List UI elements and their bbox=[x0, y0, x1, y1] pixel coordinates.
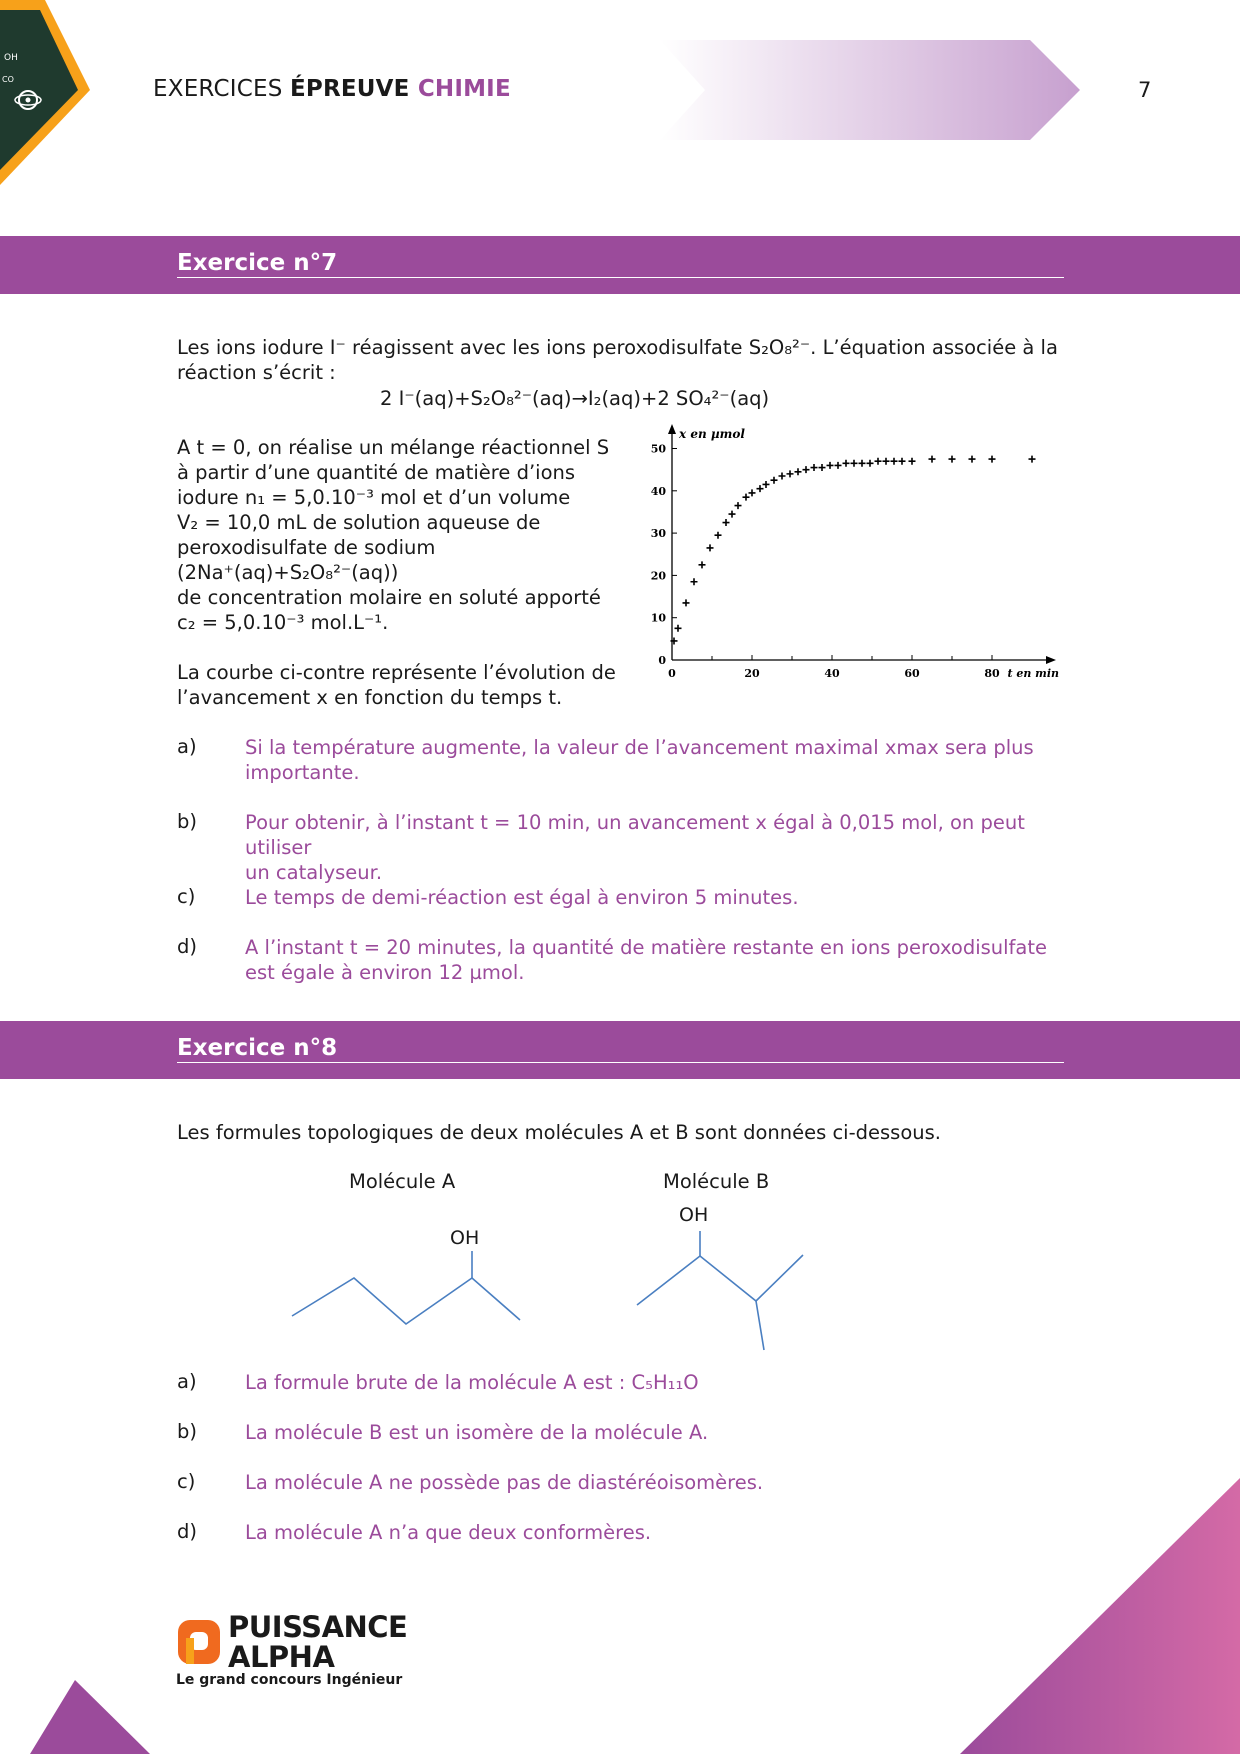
x-tick-label: 80 bbox=[984, 667, 1000, 680]
curve-line: l’avancement x en fonction du temps t. bbox=[177, 686, 563, 709]
y-tick-label: 40 bbox=[650, 484, 666, 498]
svg-text:CO: CO bbox=[2, 75, 14, 84]
data-point bbox=[883, 458, 890, 465]
exercise7-intro-line2: réaction s’écrit : bbox=[177, 361, 336, 384]
question-d bbox=[177, 935, 1064, 985]
header-title bbox=[153, 76, 511, 102]
question-a bbox=[177, 735, 1064, 810]
data-point bbox=[803, 466, 810, 473]
question-text: Le temps de demi-réaction est égal à environ 5 minutes. bbox=[245, 886, 799, 909]
logo-text bbox=[228, 1612, 407, 1672]
x-axis-arrow bbox=[1046, 656, 1056, 664]
x-tick-label: 20 bbox=[744, 667, 760, 680]
question-c bbox=[177, 885, 1064, 935]
exercise7-equation: 2 I⁻(aq)+S₂O₈²⁻(aq)→I₂(aq)+2 SO₄²⁻(aq) bbox=[380, 387, 770, 410]
para-line: iodure n₁ = 5,0.10⁻³ mol et d’un volume bbox=[177, 486, 571, 509]
data-point bbox=[875, 458, 882, 465]
molecule-a-caption: Molécule A bbox=[349, 1170, 456, 1193]
molecule-b-diagram bbox=[620, 1195, 820, 1355]
para-line: V₂ = 10,0 mL de solution aqueuse de bbox=[177, 511, 541, 534]
logo-tagline: Le grand concours Ingénieur bbox=[176, 1672, 403, 1688]
para-line: A t = 0, on réalise un mélange réactionnel S bbox=[177, 436, 610, 459]
para-line: à partir d’une quantité de matière d’ions bbox=[177, 461, 576, 484]
question-label: d) bbox=[177, 1520, 197, 1543]
data-point bbox=[969, 456, 976, 463]
data-point bbox=[743, 494, 750, 501]
exercise7-intro-line1: Les ions iodure I⁻ réagissent avec les ions peroxodisulfate S₂O₈²⁻. L’équation associée à la bbox=[177, 336, 1058, 359]
exercise8-intro: Les formules topologiques de deux molécules A et B sont données ci-dessous. bbox=[177, 1121, 941, 1144]
y-tick-label: 20 bbox=[650, 569, 666, 583]
data-point bbox=[691, 578, 698, 585]
y-tick-label: 0 bbox=[658, 654, 666, 667]
data-point bbox=[811, 464, 818, 471]
question-b bbox=[177, 810, 1064, 885]
data-point bbox=[949, 456, 956, 463]
exercise7-band bbox=[0, 236, 1240, 294]
para-line: peroxodisulfate de sodium (2Na⁺(aq)+S₂O₈²⁻(aq)) bbox=[177, 536, 436, 584]
y-axis-label: x en µmol bbox=[679, 427, 745, 441]
molecule-b-oh-label: OH bbox=[679, 1204, 709, 1226]
avancement-chart bbox=[640, 420, 1070, 685]
data-point bbox=[715, 532, 722, 539]
question-label: c) bbox=[177, 1470, 196, 1493]
data-point bbox=[763, 481, 770, 488]
exercise7-title: Exercice n°7 bbox=[177, 250, 1064, 278]
data-point bbox=[867, 460, 874, 467]
y-tick-label: 50 bbox=[650, 442, 666, 456]
header-title-part1: EXERCICES bbox=[153, 76, 291, 102]
exercise7-intro bbox=[177, 335, 1064, 385]
data-point bbox=[729, 511, 736, 518]
logo-icon bbox=[176, 1616, 224, 1668]
data-point bbox=[795, 468, 802, 475]
question-label: a) bbox=[177, 1370, 197, 1393]
data-point bbox=[723, 519, 730, 526]
x-tick-label: 40 bbox=[824, 667, 840, 680]
question-text: A l’instant t = 20 minutes, la quantité de matière restante en ions peroxodisulfate bbox=[245, 936, 1048, 959]
x-axis-label: t en min bbox=[1007, 667, 1059, 680]
data-point bbox=[707, 544, 714, 551]
data-point bbox=[771, 477, 778, 484]
question-a bbox=[177, 1370, 1064, 1420]
question-label: a) bbox=[177, 735, 197, 758]
footer-decor bbox=[0, 1470, 1240, 1754]
exercise8-title: Exercice n°8 bbox=[177, 1035, 1064, 1063]
data-point bbox=[819, 464, 826, 471]
data-point bbox=[851, 460, 858, 467]
molecule-b-caption: Molécule B bbox=[663, 1170, 770, 1193]
molecule-b-branch bbox=[756, 1301, 764, 1350]
header-title-part3: CHIMIE bbox=[417, 76, 511, 102]
data-point bbox=[675, 625, 682, 632]
data-point bbox=[899, 458, 906, 465]
question-text: est égale à environ 12 µmol. bbox=[245, 961, 525, 984]
logo-line2: ALPHA bbox=[228, 1640, 335, 1674]
question-label: b) bbox=[177, 1420, 197, 1443]
curve-line: La courbe ci-contre représente l’évolution de bbox=[177, 661, 616, 684]
question-text: La formule brute de la molécule A est : C₅H₁₁O bbox=[245, 1371, 699, 1394]
y-axis-arrow bbox=[668, 424, 676, 434]
exercise7-paragraph bbox=[177, 435, 622, 710]
question-text: Pour obtenir, à l’instant t = 10 min, un avancement x égal à 0,015 mol, on peut utiliser bbox=[245, 811, 1025, 859]
svg-text:OH: OH bbox=[4, 53, 18, 63]
x-tick-label: 0 bbox=[668, 667, 676, 680]
data-point bbox=[1029, 456, 1036, 463]
molecule-a-oh-label: OH bbox=[450, 1227, 480, 1249]
question-label: b) bbox=[177, 810, 197, 833]
question-b bbox=[177, 1420, 1064, 1470]
y-tick-label: 10 bbox=[650, 611, 666, 625]
logo-line1: PUISSANCE bbox=[228, 1610, 408, 1644]
question-label: c) bbox=[177, 885, 196, 908]
question-text: La molécule A n’a que deux conformères. bbox=[245, 1521, 652, 1544]
para-line: de concentration molaire en soluté apporté bbox=[177, 586, 601, 609]
exercise8-band bbox=[0, 1021, 1240, 1079]
data-point bbox=[989, 456, 996, 463]
data-point bbox=[683, 599, 690, 606]
data-point bbox=[891, 458, 898, 465]
header-title-part2: ÉPREUVE bbox=[290, 76, 418, 102]
data-point bbox=[779, 472, 786, 479]
para-line: c₂ = 5,0.10⁻³ mol.L⁻¹. bbox=[177, 611, 389, 634]
question-text: un catalyseur. bbox=[245, 861, 383, 884]
data-point bbox=[757, 485, 764, 492]
data-point bbox=[735, 502, 742, 509]
molecule-a-skeleton bbox=[292, 1278, 520, 1324]
molecule-a-diagram bbox=[280, 1220, 540, 1340]
question-text: importante. bbox=[245, 761, 360, 784]
data-point bbox=[827, 462, 834, 469]
data-point bbox=[787, 470, 794, 477]
x-tick-label: 60 bbox=[904, 667, 920, 680]
question-label: d) bbox=[177, 935, 197, 958]
data-point bbox=[835, 462, 842, 469]
data-point bbox=[929, 456, 936, 463]
question-text: La molécule A ne possède pas de diastéréoisomères. bbox=[245, 1471, 764, 1494]
data-point bbox=[909, 458, 916, 465]
question-text: Si la température augmente, la valeur de l’avancement maximal xmax sera plus bbox=[245, 736, 1034, 759]
data-point bbox=[859, 460, 866, 467]
data-point bbox=[843, 460, 850, 467]
data-point bbox=[699, 561, 706, 568]
y-tick-label: 30 bbox=[650, 527, 666, 541]
data-point bbox=[749, 489, 756, 496]
question-text: La molécule B est un isomère de la molécule A. bbox=[245, 1421, 709, 1444]
molecule-b-skeleton bbox=[637, 1255, 803, 1305]
exercise7-questions bbox=[177, 735, 1064, 985]
page-number: 7 bbox=[1138, 78, 1152, 102]
